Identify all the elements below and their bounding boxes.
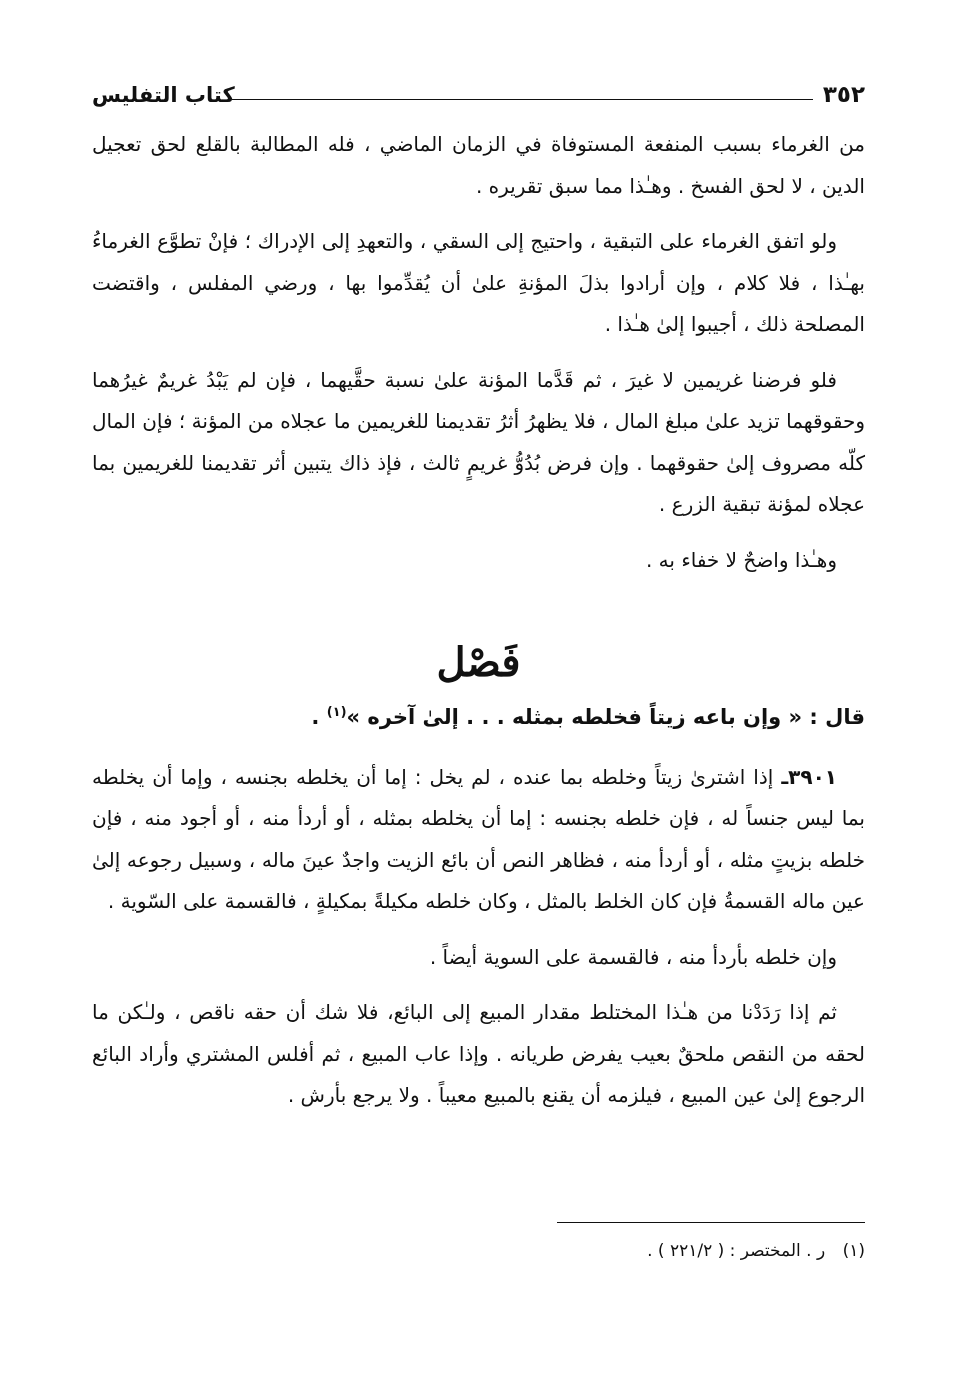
paragraph-4: وهـٰذا واضحٌ لا خفاء به . (645, 547, 837, 572)
paragraph-6: وإن خلطه بأردأ منه ، فالقسمة على السوية أيضاً . (429, 944, 837, 969)
qala-text: « وإن باعه زيتاً فخلطه بمثله . . . إلىٰ آخره » (346, 705, 803, 729)
qala-label: قال : (809, 705, 865, 729)
running-header (92, 78, 865, 112)
qala-end: . (311, 705, 320, 729)
paragraph-3: فلو فرضنا غريمين لا غيرَ ، ثم قَدَّما المؤنة علىٰ نسبة حقَّيهما ، فإن لم يَبْدُ غريمٌ غيرُهما وحقوقهما تزيد علىٰ مبلغ المال ، فلا يظهرُ أثرُ تقديمنا للغريمين ما عجلاه من المؤنة ؛ فإن المال كلّه مصروف إلىٰ حقوقهما . وإن فرض بُدُوُّ غريمٍ ثالث ، فإذ ذاك يتبين أثر تقديمنا للغريمين بما عجلاه لمؤنة تبقية الزرع . (92, 367, 865, 516)
book-title: كتاب التفليس (92, 83, 235, 107)
paragraph-1: من الغرماء بسبب المنفعة المستوفاة في الزمان الماضي ، فله المطالبة بالقلع لحق تعجيل الدين ، لا لحق الفسخ . وهـٰذا مما سبق تقريره . (92, 132, 865, 198)
quoted-rule (92, 697, 865, 739)
issue-text: إذا اشترىٰ زيتاً وخلطه بما عنده ، لم يخل : إما أن يخلطه بجنسه ، وإما أن يخلطه بما ليس جنساً له ، فإن خلطه بجنسه : إما أن يخلطه بمثله ، أو أردأ منه ، أو أجود منه ، فإن خلطه بزيتٍ مثله ، أو أردأ منه ، فظاهر النص أن بائع الزيت واجدٌ عينَ ماله ، وسبيل رجوعه إلىٰ عين ماله القسمةُ فإن كان الخلط بالمثل ، وكان خلطه مكيلةً بمكيلةٍ ، فالقسمة على السّوية . (92, 764, 865, 913)
footnote-rule (557, 1222, 865, 1223)
page-number: ٣٥٢ (822, 82, 865, 108)
footnote-number: (١) (842, 1241, 865, 1261)
paragraph-issue-3901 (92, 757, 865, 923)
footnote-reference[interactable]: (١) (326, 705, 347, 720)
issue-number: ٣٩٠١ـ (781, 764, 837, 789)
main-text (92, 124, 865, 1131)
paragraph-2: ولو اتفق الغرماء على التبقية ، واحتيج إلى السقي ، والتعهدِ إلى الإدراك ؛ فإنْ تطوَّع الغرماءُ بهـٰذا ، فلا كلام ، وإن أرادوا بذلَ المؤنةِ علىٰ أن يُقدِّموا بها ، ورضي المفلس ، واقتضت المصلحة ذلك ، أجيبوا إلىٰ هـٰذا . (92, 229, 865, 336)
section-heading: فَصْل (436, 639, 521, 686)
section-heading-wrap (92, 635, 865, 691)
footnote (92, 1236, 865, 1266)
header-rule (232, 99, 813, 100)
paragraph-7: ثم إذا رَدَدْنا من هـٰذا المختلط مقدار المبيع إلى البائع، فلا شك أن حقه ناقص ، ولـٰكن ما لحقه من النقص ملحقٌ بعيب يفرض طريانه . وإذا عاب المبيع ، ثم أفلس المشتري وأراد البائع الرجوع إلىٰ عين المبيع ، فيلزمه أن يقنع بالمبيع معيباً . ولا يرجع بأرش . (92, 1000, 865, 1107)
footnote-text: ر . المختصر : ( ٢٢١/٢ ) . (647, 1241, 826, 1261)
